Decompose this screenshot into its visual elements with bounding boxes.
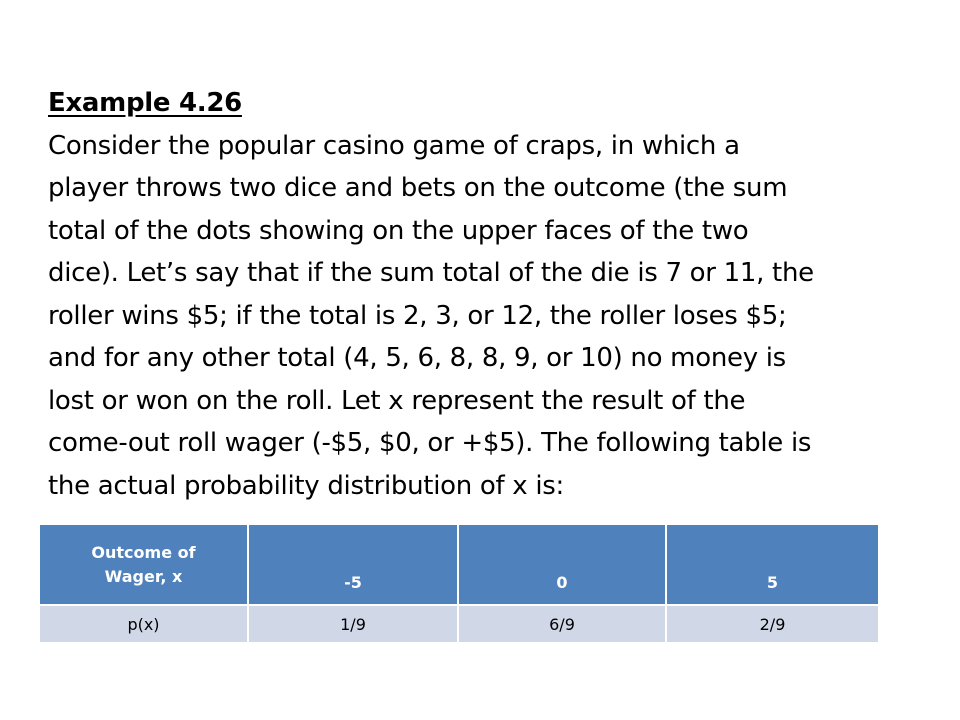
header-label-line: Wager, x xyxy=(104,566,183,586)
row-label-cell: p(x) xyxy=(40,605,248,642)
problem-line: player throws two dice and bets on the outcome (the sum xyxy=(48,173,788,203)
probability-cell: 2/9 xyxy=(666,605,878,642)
problem-statement xyxy=(48,125,898,508)
problem-line: and for any other total (4, 5, 6, 8, 8, 9, or 10) no money is xyxy=(48,343,786,373)
problem-line: total of the dots showing on the upper faces of the two xyxy=(48,215,749,246)
problem-line: Consider the popular casino game of craps, in which a xyxy=(48,130,740,161)
probability-distribution-table xyxy=(40,525,878,642)
header-label-line: Outcome of xyxy=(91,542,196,562)
header-cell-value: 0 xyxy=(458,525,666,605)
header-cell-value: 5 xyxy=(666,525,878,605)
example-title: Example 4.26 xyxy=(48,88,242,118)
slide-content xyxy=(48,82,898,507)
header-cell-value: -5 xyxy=(248,525,458,605)
header-cell-outcome-label xyxy=(40,525,248,605)
probability-cell: 6/9 xyxy=(458,605,666,642)
problem-line: come-out roll wager (-$5, $0, or +$5). The following table is xyxy=(48,428,812,458)
table-row-probability xyxy=(40,605,878,642)
problem-line: dice). Let’s say that if the sum total of the die is 7 or 11, the xyxy=(48,258,814,288)
problem-line: the actual probability distribution of x is: xyxy=(48,470,564,501)
problem-line: roller wins $5; if the total is 2, 3, or 12, the roller loses $5; xyxy=(48,300,787,331)
table-header-row xyxy=(40,525,878,605)
problem-line: lost or won on the roll. Let x represent the result of the xyxy=(48,385,746,416)
probability-cell: 1/9 xyxy=(248,605,458,642)
